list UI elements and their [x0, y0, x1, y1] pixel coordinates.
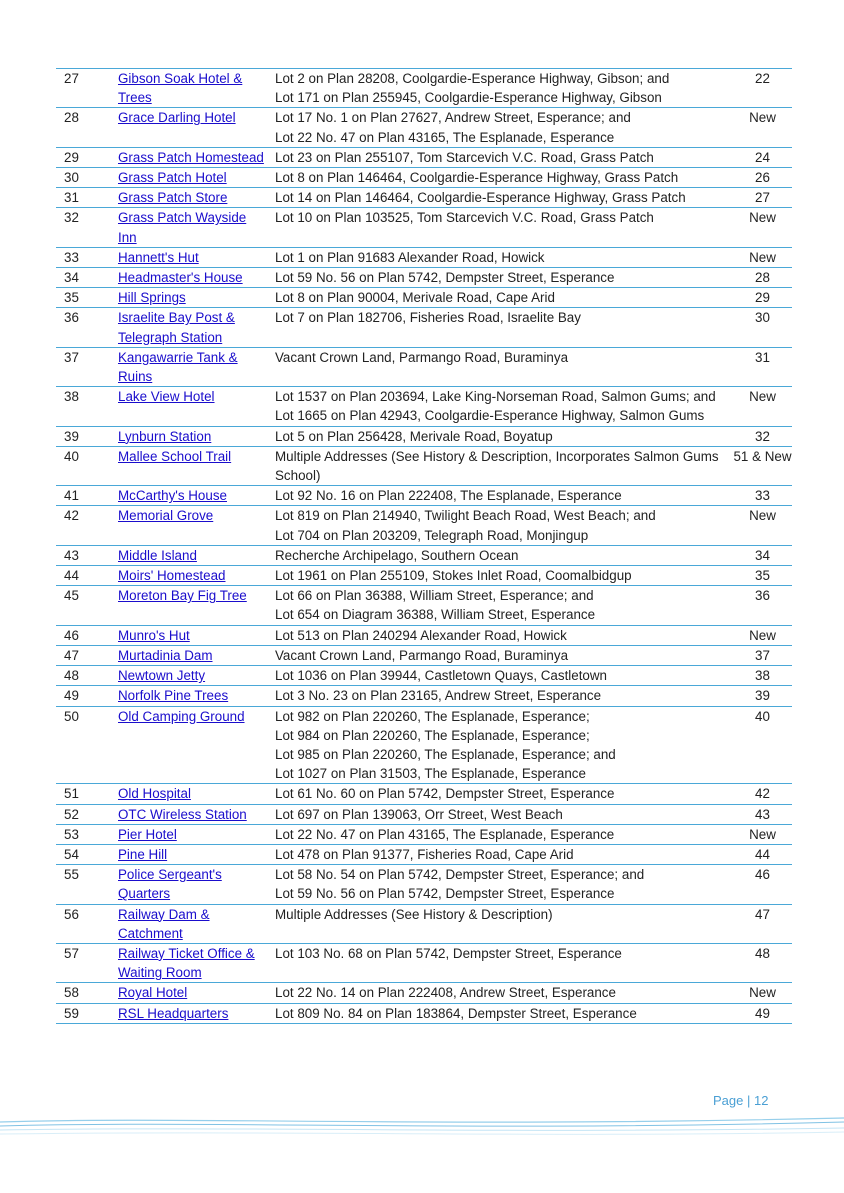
place-name-cell — [101, 844, 271, 864]
table-row — [56, 686, 792, 706]
place-name-cell — [101, 147, 271, 167]
address-line: Lot 1036 on Plan 39944, Castletown Quays, Castletown — [275, 668, 608, 684]
row-number: 56 — [56, 904, 101, 943]
address-line: Lot 23 on Plan 255107, Tom Starcevich V.C. Road, Grass Patch — [275, 149, 654, 165]
table-row — [56, 666, 792, 686]
table-row — [56, 625, 792, 645]
address-line: Lot 5 on Plan 256428, Merivale Road, Boyatup — [275, 428, 553, 444]
address-line: Recherche Archipelago, Southern Ocean — [275, 547, 519, 563]
place-name-link[interactable]: Grass Patch Homestead — [118, 149, 264, 165]
address-line: Lot 697 on Plan 139063, Orr Street, West Beach — [275, 806, 563, 822]
footer-wave-decoration — [0, 1108, 844, 1148]
reference-number: 49 — [723, 1003, 792, 1023]
row-number: 53 — [56, 824, 101, 844]
reference-number: 44 — [723, 844, 792, 864]
address-cell — [271, 983, 723, 1003]
place-name-cell — [101, 168, 271, 188]
address-line: Lot 1027 on Plan 31503, The Esplanade, Esperance — [275, 766, 586, 782]
place-name-cell — [101, 208, 271, 247]
row-number: 27 — [56, 69, 101, 108]
reference-number: New — [723, 387, 792, 426]
row-number: 48 — [56, 666, 101, 686]
place-name-cell — [101, 904, 271, 943]
place-name-link[interactable]: Munro's Hut — [118, 627, 190, 643]
table-row — [56, 486, 792, 506]
reference-number: 22 — [723, 69, 792, 108]
address-cell — [271, 784, 723, 804]
reference-number: New — [723, 108, 792, 147]
place-name-link[interactable]: Grass Patch Wayside Inn — [118, 210, 247, 245]
table-row — [56, 69, 792, 108]
address-cell — [271, 69, 723, 108]
address-line: Vacant Crown Land, Parmango Road, Buraminya — [275, 647, 569, 663]
place-name-cell — [101, 706, 271, 784]
row-number: 31 — [56, 188, 101, 208]
address-cell — [271, 943, 723, 982]
address-line: Lot 704 on Plan 203209, Telegraph Road, Monjingup — [275, 527, 589, 543]
reference-number: 30 — [723, 308, 792, 347]
place-name-cell — [101, 645, 271, 665]
address-line: Lot 809 No. 84 on Plan 183864, Dempster Street, Esperance — [275, 1005, 637, 1021]
row-number: 34 — [56, 268, 101, 288]
reference-number: 38 — [723, 666, 792, 686]
table-row — [56, 268, 792, 288]
address-line: Lot 61 No. 60 on Plan 5742, Dempster Street, Esperance — [275, 786, 615, 802]
address-cell — [271, 208, 723, 247]
row-number: 46 — [56, 625, 101, 645]
place-name-link[interactable]: Israelite Bay Post & Telegraph Station — [118, 310, 235, 345]
address-cell — [271, 844, 723, 864]
address-line: Lot 59 No. 56 on Plan 5742, Dempster Street, Esperance — [275, 270, 615, 286]
table-row — [56, 446, 792, 485]
row-number: 42 — [56, 506, 101, 545]
row-number: 50 — [56, 706, 101, 784]
table-row — [56, 208, 792, 247]
row-number: 45 — [56, 586, 101, 625]
row-number: 59 — [56, 1003, 101, 1023]
address-cell — [271, 268, 723, 288]
reference-number: 34 — [723, 545, 792, 565]
place-name-cell — [101, 943, 271, 982]
table-row — [56, 247, 792, 267]
reference-number: New — [723, 506, 792, 545]
address-cell — [271, 247, 723, 267]
place-name-link[interactable]: Gibson Soak Hotel & Trees — [118, 71, 243, 106]
table-row — [56, 1003, 792, 1023]
row-number: 58 — [56, 983, 101, 1003]
table-row — [56, 545, 792, 565]
table-row — [56, 168, 792, 188]
row-number: 35 — [56, 288, 101, 308]
place-name-cell — [101, 983, 271, 1003]
row-number: 28 — [56, 108, 101, 147]
address-line: Lot 819 on Plan 214940, Twilight Beach Road, West Beach; and — [275, 508, 656, 524]
place-name-link[interactable]: Grass Patch Hotel — [118, 170, 227, 186]
reference-number: New — [723, 625, 792, 645]
row-number: 30 — [56, 168, 101, 188]
place-name-cell — [101, 586, 271, 625]
address-cell — [271, 545, 723, 565]
address-line: Lot 985 on Plan 220260, The Esplanade, Esperance; and — [275, 746, 616, 762]
reference-number: 39 — [723, 686, 792, 706]
place-name-link[interactable]: Pier Hotel — [118, 826, 177, 842]
address-line: Lot 982 on Plan 220260, The Esplanade, Esperance; — [275, 708, 590, 724]
address-cell — [271, 108, 723, 147]
address-cell — [271, 387, 723, 426]
address-line: Lot 103 No. 68 on Plan 5742, Dempster Street, Esperance — [275, 945, 622, 961]
address-cell — [271, 686, 723, 706]
row-number: 44 — [56, 566, 101, 586]
row-number: 51 — [56, 784, 101, 804]
place-name-link[interactable]: OTC Wireless Station — [118, 806, 247, 822]
table-row — [56, 288, 792, 308]
place-name-cell — [101, 247, 271, 267]
place-name-cell — [101, 188, 271, 208]
address-line: Lot 1665 on Plan 42943, Coolgardie-Esperance Highway, Salmon Gums — [275, 408, 705, 424]
place-name-cell — [101, 804, 271, 824]
address-line: Lot 17 No. 1 on Plan 27627, Andrew Street, Esperance; and — [275, 110, 631, 126]
place-name-link[interactable]: Grass Patch Store — [118, 190, 228, 206]
reference-number: 32 — [723, 426, 792, 446]
place-name-link[interactable]: Royal Hotel — [118, 985, 188, 1001]
table-row — [56, 904, 792, 943]
table-row — [56, 586, 792, 625]
place-name-cell — [101, 824, 271, 844]
reference-number: New — [723, 208, 792, 247]
place-name-cell — [101, 446, 271, 485]
address-line: Multiple Addresses (See History & Description, Incorporates Salmon Gums School) — [275, 448, 719, 484]
page-number: Page | 12 — [713, 1093, 769, 1108]
address-line: Multiple Addresses (See History & Description) — [275, 906, 553, 922]
place-name-cell — [101, 268, 271, 288]
address-cell — [271, 168, 723, 188]
row-number: 32 — [56, 208, 101, 247]
place-name-link[interactable]: Old Camping Ground — [118, 708, 245, 724]
place-name-cell — [101, 308, 271, 347]
address-cell — [271, 645, 723, 665]
address-cell — [271, 804, 723, 824]
place-name-cell — [101, 1003, 271, 1023]
reference-number: 29 — [723, 288, 792, 308]
address-cell — [271, 188, 723, 208]
reference-number: 37 — [723, 645, 792, 665]
reference-number: 43 — [723, 804, 792, 824]
place-name-link[interactable]: Newtown Jetty — [118, 668, 206, 684]
row-number: 37 — [56, 347, 101, 386]
place-name-link[interactable]: Hannett's Hut — [118, 249, 199, 265]
address-cell — [271, 347, 723, 386]
reference-number: 27 — [723, 188, 792, 208]
reference-number: 28 — [723, 268, 792, 288]
reference-number: 35 — [723, 566, 792, 586]
address-line: Lot 58 No. 54 on Plan 5742, Dempster Street, Esperance; and — [275, 867, 645, 883]
table-row — [56, 865, 792, 904]
table-row — [56, 506, 792, 545]
address-cell — [271, 486, 723, 506]
reference-number: 40 — [723, 706, 792, 784]
reference-number: 48 — [723, 943, 792, 982]
place-name-link[interactable]: Railway Ticket Office & Waiting Room — [118, 945, 255, 981]
reference-number: 36 — [723, 586, 792, 625]
place-name-link[interactable]: Norfolk Pine Trees — [118, 688, 229, 704]
reference-number: 51 & New — [723, 446, 792, 485]
place-name-link[interactable]: Lake View Hotel — [118, 389, 215, 405]
address-cell — [271, 506, 723, 545]
address-cell — [271, 824, 723, 844]
address-line: Lot 8 on Plan 90004, Merivale Road, Cape Arid — [275, 290, 555, 306]
place-name-link[interactable]: Mallee School Trail — [118, 448, 232, 464]
table-row — [56, 426, 792, 446]
reference-number: New — [723, 247, 792, 267]
address-line: Lot 92 No. 16 on Plan 222408, The Esplanade, Esperance — [275, 488, 622, 504]
address-cell — [271, 904, 723, 943]
address-cell — [271, 865, 723, 904]
table-row — [56, 188, 792, 208]
address-cell — [271, 426, 723, 446]
table-row — [56, 706, 792, 784]
row-number: 39 — [56, 426, 101, 446]
table-row — [56, 566, 792, 586]
address-cell — [271, 586, 723, 625]
address-line: Lot 7 on Plan 182706, Fisheries Road, Israelite Bay — [275, 310, 581, 326]
address-line: Lot 22 No. 47 on Plan 43165, The Esplanade, Esperance — [275, 826, 615, 842]
address-line: Lot 1 on Plan 91683 Alexander Road, Howick — [275, 249, 545, 265]
reference-number: 42 — [723, 784, 792, 804]
place-name-link[interactable]: Lynburn Station — [118, 428, 212, 444]
table-row — [56, 784, 792, 804]
address-line: Lot 22 No. 14 on Plan 222408, Andrew Street, Esperance — [275, 985, 616, 1001]
address-cell — [271, 666, 723, 686]
table-row — [56, 645, 792, 665]
heritage-places-table — [56, 68, 792, 1024]
reference-number: 46 — [723, 865, 792, 904]
address-line: Lot 8 on Plan 146464, Coolgardie-Esperance Highway, Grass Patch — [275, 170, 679, 186]
row-number: 55 — [56, 865, 101, 904]
reference-number: 26 — [723, 168, 792, 188]
table-row — [56, 147, 792, 167]
address-cell — [271, 625, 723, 645]
address-line: Vacant Crown Land, Parmango Road, Buraminya — [275, 349, 569, 365]
table-row — [56, 804, 792, 824]
place-name-link[interactable]: Railway Dam & Catchment — [118, 906, 210, 941]
row-number: 41 — [56, 486, 101, 506]
place-name-cell — [101, 387, 271, 426]
row-number: 47 — [56, 645, 101, 665]
row-number: 54 — [56, 844, 101, 864]
table-row — [56, 824, 792, 844]
table-row — [56, 943, 792, 982]
place-name-link[interactable]: Hill Springs — [118, 290, 186, 306]
reference-number: 33 — [723, 486, 792, 506]
address-line: Lot 3 No. 23 on Plan 23165, Andrew Street, Esperance — [275, 688, 602, 704]
table-body — [56, 69, 792, 1024]
place-name-cell — [101, 625, 271, 645]
row-number: 40 — [56, 446, 101, 485]
table-row — [56, 347, 792, 386]
address-line: Lot 654 on Diagram 36388, William Street, Esperance — [275, 607, 596, 623]
address-line: Lot 171 on Plan 255945, Coolgardie-Esperance Highway, Gibson — [275, 90, 662, 106]
reference-number: 31 — [723, 347, 792, 386]
row-number: 33 — [56, 247, 101, 267]
place-name-cell — [101, 506, 271, 545]
row-number: 36 — [56, 308, 101, 347]
place-name-cell — [101, 666, 271, 686]
row-number: 49 — [56, 686, 101, 706]
place-name-link[interactable]: Kangawarrie Tank & Ruins — [118, 349, 238, 385]
address-cell — [271, 308, 723, 347]
table-row — [56, 983, 792, 1003]
address-line: Lot 14 on Plan 146464, Coolgardie-Esperance Highway, Grass Patch — [275, 190, 686, 206]
address-cell — [271, 147, 723, 167]
place-name-link[interactable]: Grace Darling Hotel — [118, 110, 236, 126]
place-name-cell — [101, 69, 271, 108]
address-line: Lot 2 on Plan 28208, Coolgardie-Esperance Highway, Gibson; and — [275, 71, 670, 86]
row-number: 43 — [56, 545, 101, 565]
place-name-link[interactable]: Old Hospital — [118, 786, 191, 802]
address-line: Lot 984 on Plan 220260, The Esplanade, Esperance; — [275, 727, 590, 743]
address-cell — [271, 566, 723, 586]
reference-number: 47 — [723, 904, 792, 943]
place-name-link[interactable]: RSL Headquarters — [118, 1005, 229, 1021]
place-name-cell — [101, 288, 271, 308]
address-line: Lot 513 on Plan 240294 Alexander Road, Howick — [275, 627, 567, 643]
address-cell — [271, 706, 723, 784]
table-row — [56, 387, 792, 426]
place-name-cell — [101, 108, 271, 147]
row-number: 29 — [56, 147, 101, 167]
row-number: 38 — [56, 387, 101, 426]
place-name-link[interactable]: Memorial Grove — [118, 508, 214, 524]
place-name-cell — [101, 686, 271, 706]
address-cell — [271, 446, 723, 485]
place-name-cell — [101, 347, 271, 386]
place-name-link[interactable]: McCarthy's House — [118, 488, 227, 504]
address-line: Lot 59 No. 56 on Plan 5742, Dempster Street, Esperance — [275, 886, 615, 902]
reference-number: New — [723, 824, 792, 844]
place-name-cell — [101, 426, 271, 446]
row-number: 52 — [56, 804, 101, 824]
address-line: Lot 66 on Plan 36388, William Street, Esperance; and — [275, 588, 594, 604]
place-name-cell — [101, 545, 271, 565]
reference-number: 24 — [723, 147, 792, 167]
place-name-cell — [101, 784, 271, 804]
place-name-link[interactable]: Middle Island — [118, 547, 197, 563]
place-name-link[interactable]: Pine Hill — [118, 846, 168, 862]
address-line: Lot 478 on Plan 91377, Fisheries Road, Cape Arid — [275, 846, 574, 862]
address-line: Lot 22 No. 47 on Plan 43165, The Esplanade, Esperance — [275, 129, 615, 145]
row-number: 57 — [56, 943, 101, 982]
place-name-link[interactable]: Murtadinia Dam — [118, 647, 213, 663]
place-name-cell — [101, 486, 271, 506]
place-name-cell — [101, 865, 271, 904]
address-line: Lot 10 on Plan 103525, Tom Starcevich V.C. Road, Grass Patch — [275, 210, 654, 226]
place-name-link[interactable]: Headmaster's House — [118, 270, 243, 286]
place-name-link[interactable]: Moreton Bay Fig Tree — [118, 588, 247, 604]
address-line: Lot 1961 on Plan 255109, Stokes Inlet Road, Coomalbidgup — [275, 568, 632, 584]
table-row — [56, 108, 792, 147]
address-cell — [271, 1003, 723, 1023]
table-row — [56, 308, 792, 347]
table-row — [56, 844, 792, 864]
place-name-cell — [101, 566, 271, 586]
address-line: Lot 1537 on Plan 203694, Lake King-Norseman Road, Salmon Gums; and — [275, 389, 716, 405]
place-name-link[interactable]: Moirs' Homestead — [118, 568, 226, 584]
place-name-link[interactable]: Police Sergeant's Quarters — [118, 867, 222, 902]
address-cell — [271, 288, 723, 308]
reference-number: New — [723, 983, 792, 1003]
